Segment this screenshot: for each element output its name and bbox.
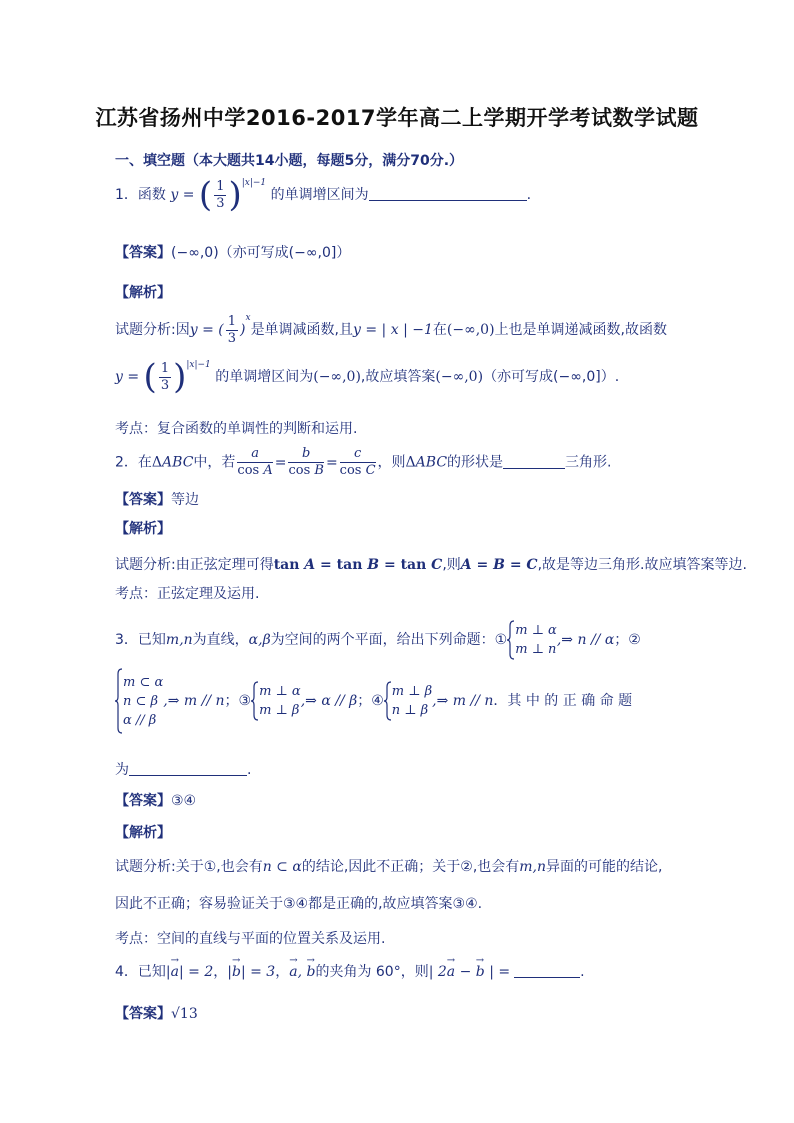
q3-implies-2: ,⇒ m // n [163,693,225,709]
q3-number: 3．已知 [115,632,166,648]
q2-analysis-formula2: A = B = C [460,557,538,573]
analysis-label: 【解析】 [115,285,171,301]
q1-blank [369,186,527,201]
q1-formula: y = ( $\frac{1}{3}$ )$^{|x|-1}$ [170,175,267,215]
q1-analysis-line1 [115,313,667,347]
q3-analysis-text2: 的结论,因此不正确；关于②,也会有 [301,859,520,875]
q1-text: 的单调增区间为 [270,187,369,203]
answer-label: 【答案】 [115,492,171,508]
q1-analysis-text2: 是单调减函数,且 [250,322,354,338]
q4-number: 4．已知 [115,964,166,980]
q3-system-4: m ⊥ β n ⊥ β [391,684,433,718]
question-3 [115,620,641,660]
section-heading: 一、填空题（本大题共14小题，每题5分，满分70分.） [115,153,464,169]
q2-answer: 等边 [171,492,199,508]
q3-answer-line [115,790,196,810]
answer-label: 【答案】 [115,793,171,809]
q3-brace-3 [251,681,259,721]
analysis-label: 【解析】 [115,825,171,841]
q2-formula: $\frac{a}{\text{cos A}}$ = $\frac{b}{\text{cos B}}$ = $\frac{c}{\text{cos C}}$ [237,446,376,478]
q1-analysis-text4: 上也是单调递减函数,故函数 [494,322,668,338]
q1-analysis-text5: 的单调增区间为 [215,369,314,385]
q3-text2: 为空间的两个平面，给出下列命题：① [270,632,508,648]
answer-label: 【答案】 [115,1006,171,1022]
q1-analysis-formula3: y = ( $\frac{1}{3}$ )$^{|x|-1}$ [115,357,211,397]
q4-sep2: ， [275,964,290,980]
q3-sep: ；② [614,632,641,648]
q3-last: 为 [115,762,129,778]
q3-sep4: ；④ [357,693,384,709]
q3-sep3: ；③ [224,693,252,709]
analysis-label: 【解析】 [115,521,171,537]
q3-planes: α,β [248,632,271,648]
q3-end: . [247,762,252,778]
q1-analysis-line2 [115,357,620,397]
q2-text3: 的形状是 [447,454,504,471]
q3-analysis-formula: n ⊂ α [262,859,302,875]
q4-formula-b: |b → | = 3 [227,955,276,980]
q2-answer-line [115,489,199,509]
q4-text: 的夹角为 60°，则 [315,964,429,980]
q2-point: 考点：正弦定理及运用. [115,586,260,602]
q1-end: . [526,187,532,203]
q3-analysis-line1 [115,856,662,876]
q4-answer: √13 [171,1006,198,1022]
q3-brace-1 [507,620,515,660]
q1-point: 考点：复合函数的单调性的判断和运用. [115,421,358,437]
q3-answer: ③④ [171,793,197,809]
question-2 [115,446,612,479]
q1-analysis-formula: y = ( $\frac{1}{3}$ )$^x$ [189,313,251,346]
q3-system-2: m ⊂ α n ⊂ β α // β [123,674,164,728]
q2-text: 中，若 [193,454,236,471]
q1-analysis-text7: （亦可写成(−∞,0]）. [483,369,620,385]
q1-analysis-formula2: y = | x | −1 [353,322,433,338]
q3-lines: m,n [165,632,193,648]
q3-analysis-formula2: m,n [519,859,547,875]
q3-blank [129,761,247,776]
q3-line3 [115,759,251,779]
q3-system-3: m ⊥ α m ⊥ β [259,684,301,718]
q3-tail: ．其 中 的 正 确 命 题 [493,693,633,709]
q1-number: 1．函数 [115,187,166,203]
q4-blank [514,963,580,978]
q2-triangle2: ΔABC [405,454,448,471]
q2-text2: ，则 [377,454,406,471]
q2-analysis-text2: ,则 [442,557,461,573]
q3-analysis-text3: 异面的可能的结论, [546,859,663,875]
q2-analysis [115,554,747,574]
q3-implies-3: ,⇒ α // β [300,693,358,709]
q3-brace-4 [384,681,392,721]
q1-analysis-interval: (−∞,0) [446,322,495,338]
q1-analysis-interval2: (−∞,0) [313,369,361,385]
q3-analysis-line2: 因此不正确；容易验证关于③④都是正确的,故应填答案③④. [115,896,483,912]
q1-analysis-text3: 在 [432,322,447,338]
q1-analysis-interval3: (−∞,0) [435,369,484,385]
q1-analysis-text6: ,故应填答案 [360,369,436,385]
q1-analysis-text: 试题分析:因 [115,322,190,338]
q3-text: 为直线， [192,632,249,648]
q4-end: . [580,964,585,980]
page-title: 江苏省扬州中学2016-2017学年高二上学期开学考试数学试题 [95,106,699,130]
q4-formula-a: |a → | = 2 [165,955,214,980]
q4-formula-c: | 2a → − b → | = [428,955,511,980]
q1-answer: (−∞,0)（亦可写成(−∞,0]） [171,245,351,261]
q3-brace-2 [115,668,123,734]
q3-implies-4: ,⇒ m // n [432,693,494,709]
question-1 [115,175,532,215]
q3-point: 考点：空间的直线与平面的位置关系及运用. [115,931,386,947]
q2-blank [503,454,565,469]
q4-answer-line [115,1003,198,1023]
q2-number: 2．在 [115,454,152,471]
q3-analysis-text: 试题分析:关于①,也会有 [115,859,263,875]
q2-end: 三角形. [565,454,612,471]
q4-vectors: a → , b → [289,955,316,980]
q2-analysis-text: 试题分析:由正弦定理可得 [115,557,274,573]
q4-sep: ， [213,964,228,980]
q3-system-1: m ⊥ α m ⊥ n [515,623,557,657]
q3-line2 [115,668,632,734]
q2-triangle: ΔABC [151,454,194,471]
q3-implies-1: ,⇒ n // α [556,632,615,648]
q2-analysis-text3: ,故是等边三角形.故应填答案等边. [537,557,747,573]
q2-analysis-formula: tan A = tan B = tan C [273,557,443,573]
q1-answer-line [115,242,350,262]
answer-label: 【答案】 [115,245,171,261]
question-4 [115,955,585,981]
